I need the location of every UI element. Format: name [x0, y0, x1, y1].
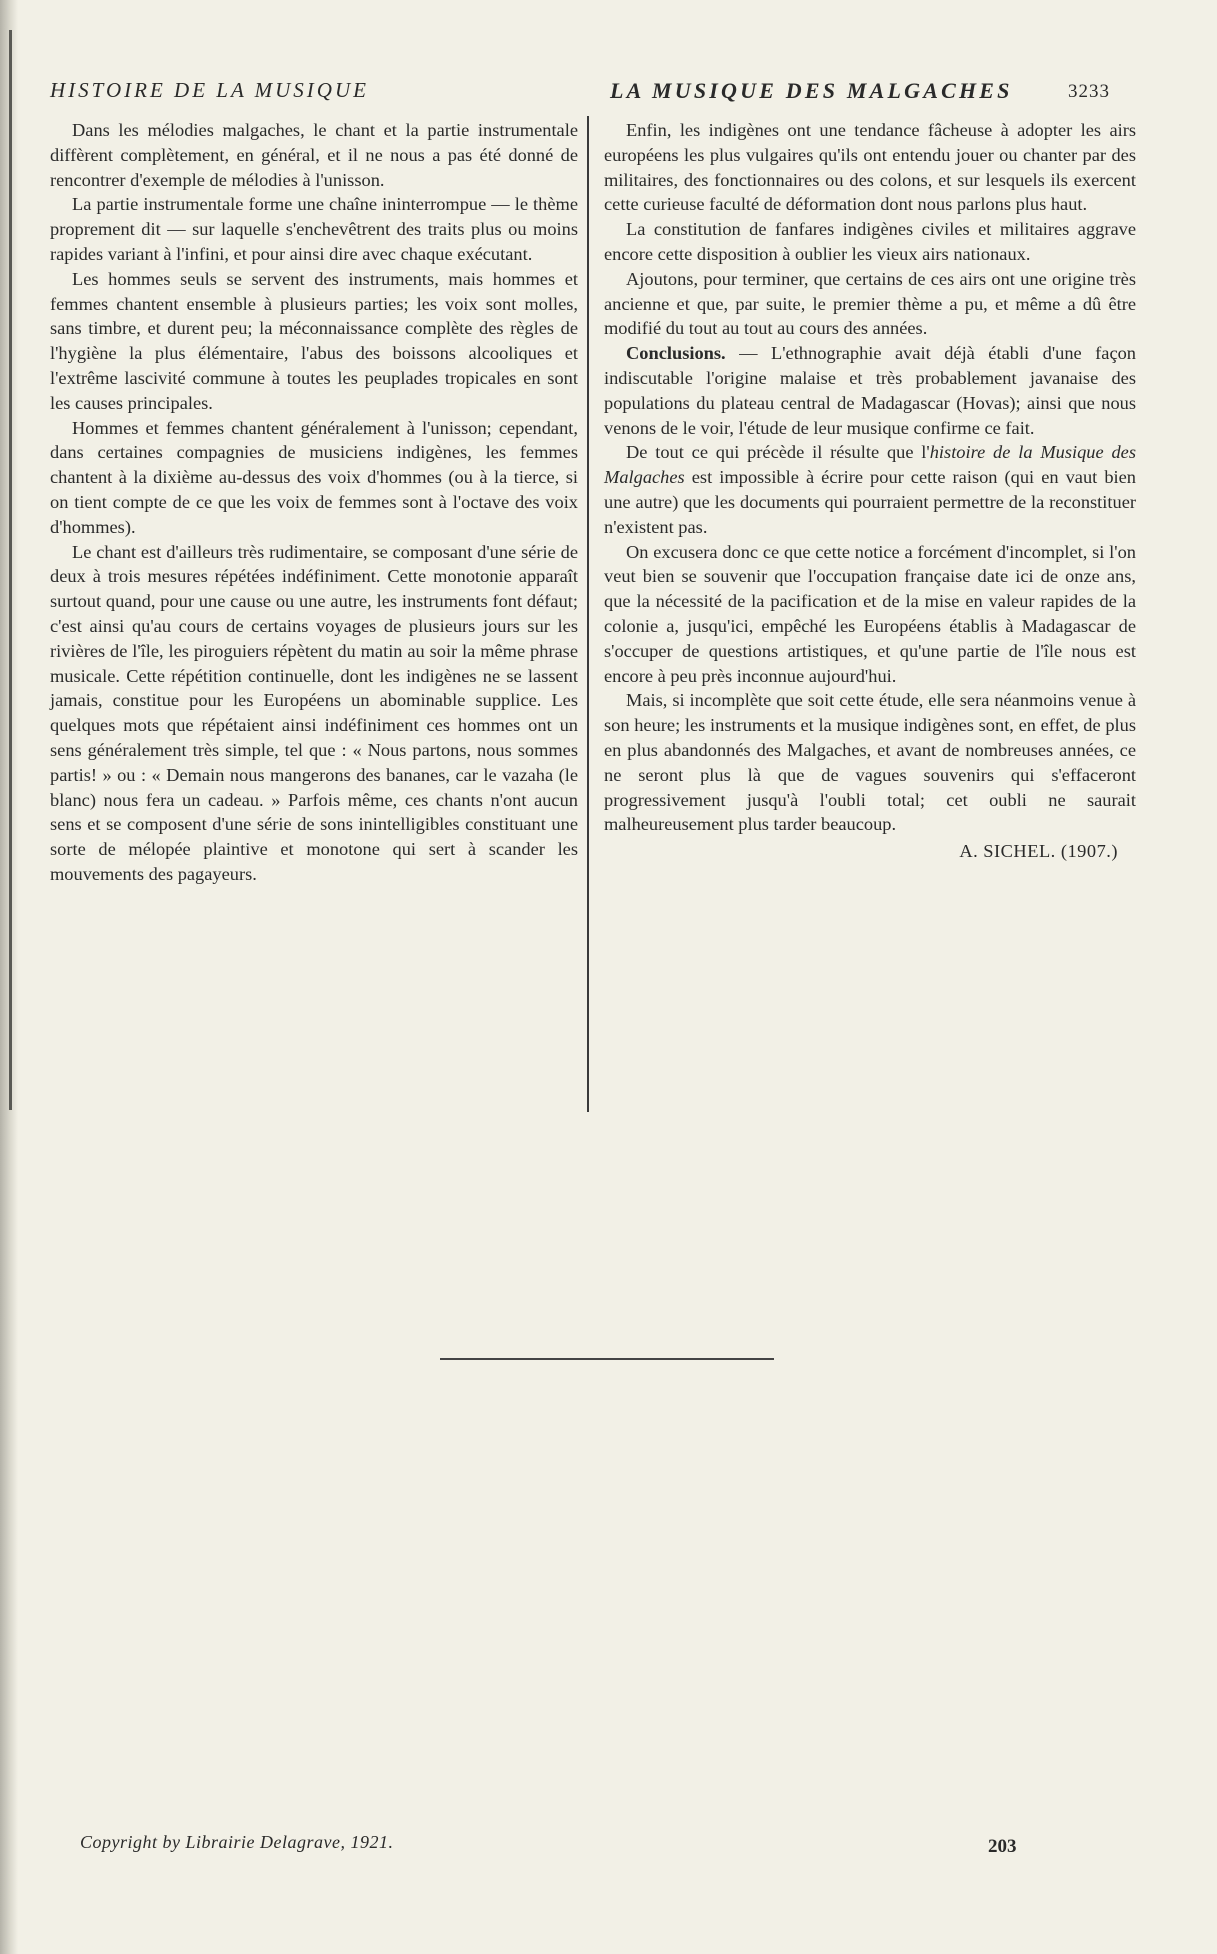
running-header	[50, 78, 1110, 108]
paragraph: On excusera donc ce que cette notice a forcément d'incomplet, si l'on veut bien se souvenir que l'occupation française date ici de onze ans, que la nécessité de la pacification et de la mise en valeur rapides de la colonie a, jusqu'ici, empêché les Européens établis à Madagascar de s'occuper de questions artistiques, et qu'une partie de l'île nous est encore à peu près inconnue aujourd'hui.	[604, 541, 1136, 686]
header-chapter-title: LA MUSIQUE DES MALGACHES	[610, 78, 1013, 103]
paragraph-text: est impossible à écrire pour cette raison (qui en vaut bien une autre) que les documents qui pourraient permettre de la reconstituer n'existent pas.	[604, 467, 1136, 537]
left-column	[50, 118, 578, 887]
paragraph	[604, 440, 1136, 539]
paragraph: Ajoutons, pour terminer, que certains de ces airs ont une origine très ancienne et que, par suite, le premier thème a pu, et même a dû être modifié du tout au tout au cours des années.	[604, 268, 1136, 339]
header-book-title: HISTOIRE DE LA MUSIQUE	[50, 78, 369, 102]
paragraph: Les hommes seuls se servent des instruments, mais hommes et femmes chantent ensemble à plusieurs parties; les voix sont molles, sans timbre, et durent peu; la méconnaissance complète des règles de l'hygiène la plus élémentaire, l'abus des boissons alcooliques et l'extrême lascivité commune à toutes les peuplades tropicales en sont les causes principales.	[50, 268, 578, 413]
paragraph: La constitution de fanfares indigènes civiles et militaires aggrave encore cette disposition à oublier les vieux airs nationaux.	[604, 219, 1136, 264]
section-lead: Conclusions.	[626, 343, 726, 364]
paragraph: Dans les mélodies malgaches, le chant et la partie instrumentale diffèrent complètement, en général, et il ne nous a pas été donné de rencontrer d'exemple de mélodies à l'unisson.	[50, 120, 578, 190]
paragraph-text: De tout ce qui précède il résulte que l'	[626, 442, 930, 463]
author-signature: A. SICHEL. (1907.)	[959, 841, 1118, 862]
sheet-number: 203	[988, 1836, 1017, 1857]
binding-line	[9, 30, 12, 1110]
paragraph-text: — L'ethnographie avait déjà établi d'une façon indiscutable l'origine malaise et très probablement javanaise des populations du plateau central de Madagascar (Hovas); ainsi que nous venons de le voir, l'étude de leur musique confirme ce fait.	[604, 343, 1136, 438]
copyright-notice: Copyright by Librairie Delagrave, 1921.	[80, 1832, 394, 1852]
page-number: 3233	[1068, 81, 1110, 102]
column-divider	[587, 116, 589, 1112]
paragraph: Hommes et femmes chantent généralement à l'unisson; cependant, dans certaines compagnies de musiciens indigènes, les femmes chantent à la dixième au-dessus des voix d'hommes (ou à la tierce, si on tient compte de ce que les voix de femmes sont à l'octave des voix d'hommes).	[50, 417, 578, 537]
paragraph: Enfin, les indigènes ont une tendance fâcheuse à adopter les airs européens les plus vulgaires qu'ils ont entendu jouer ou chanter par des militaires, des fonctionnaires ou des colons, et sur lesquels ils exercent cette curieuse faculté de déformation dont nous parlons plus haut.	[604, 120, 1136, 215]
right-column	[604, 118, 1136, 864]
paragraph: Mais, si incomplète que soit cette étude, elle sera néanmoins venue à son heure; les instruments et la musique indigènes sont, en effet, de plus en plus abandonnés des Malgaches, et avant de nombreuses années, ce ne seront plus là que de vagues souvenirs qui s'effaceront progressivement jusqu'à l'oubli total; cet oubli ne saurait malheureusement plus tarder beaucoup.	[604, 690, 1136, 835]
work-title: histoire de la Musique des Malgaches	[604, 442, 1136, 488]
paragraph: La partie instrumentale forme une chaîne ininterrompue — le thème proprement dit — sur laquelle s'enchevêtrent des traits plus ou moins rapides variant à l'infini, et pour ainsi dire avec chaque exécutant.	[50, 194, 578, 264]
conclusions-paragraph	[604, 341, 1136, 440]
paragraph: Le chant est d'ailleurs très rudimentaire, se composant d'une série de deux à trois mesures répétées indéfiniment. Cette monotonie apparaît surtout quand, pour une cause ou une autre, les instruments font défaut; c'est ainsi qu'au cours de certains voyages de plusieurs jours sur les rivières de l'île, les piroguiers répètent du matin au soir la même phrase musicale. Cette répétition continuelle, dont les indigènes ne se lassent jamais, constitue pour les Européens un abominable supplice. Les quelques mots que répétaient ainsi indéfiniment ces hommes ont un sens généralement très simple, tel que : « Nous partons, nous sommes partis! » ou : « Demain nous mangerons des bananes, car le vazaha (le blanc) nous fera un cadeau. » Parfois même, ces chants n'ont aucun sens et se composent d'une série de sons inintelligibles constituant une sorte de mélopée plaintive et monotone qui sert à scander les mouvements des pagayeurs.	[50, 541, 578, 884]
end-rule	[440, 1358, 774, 1360]
